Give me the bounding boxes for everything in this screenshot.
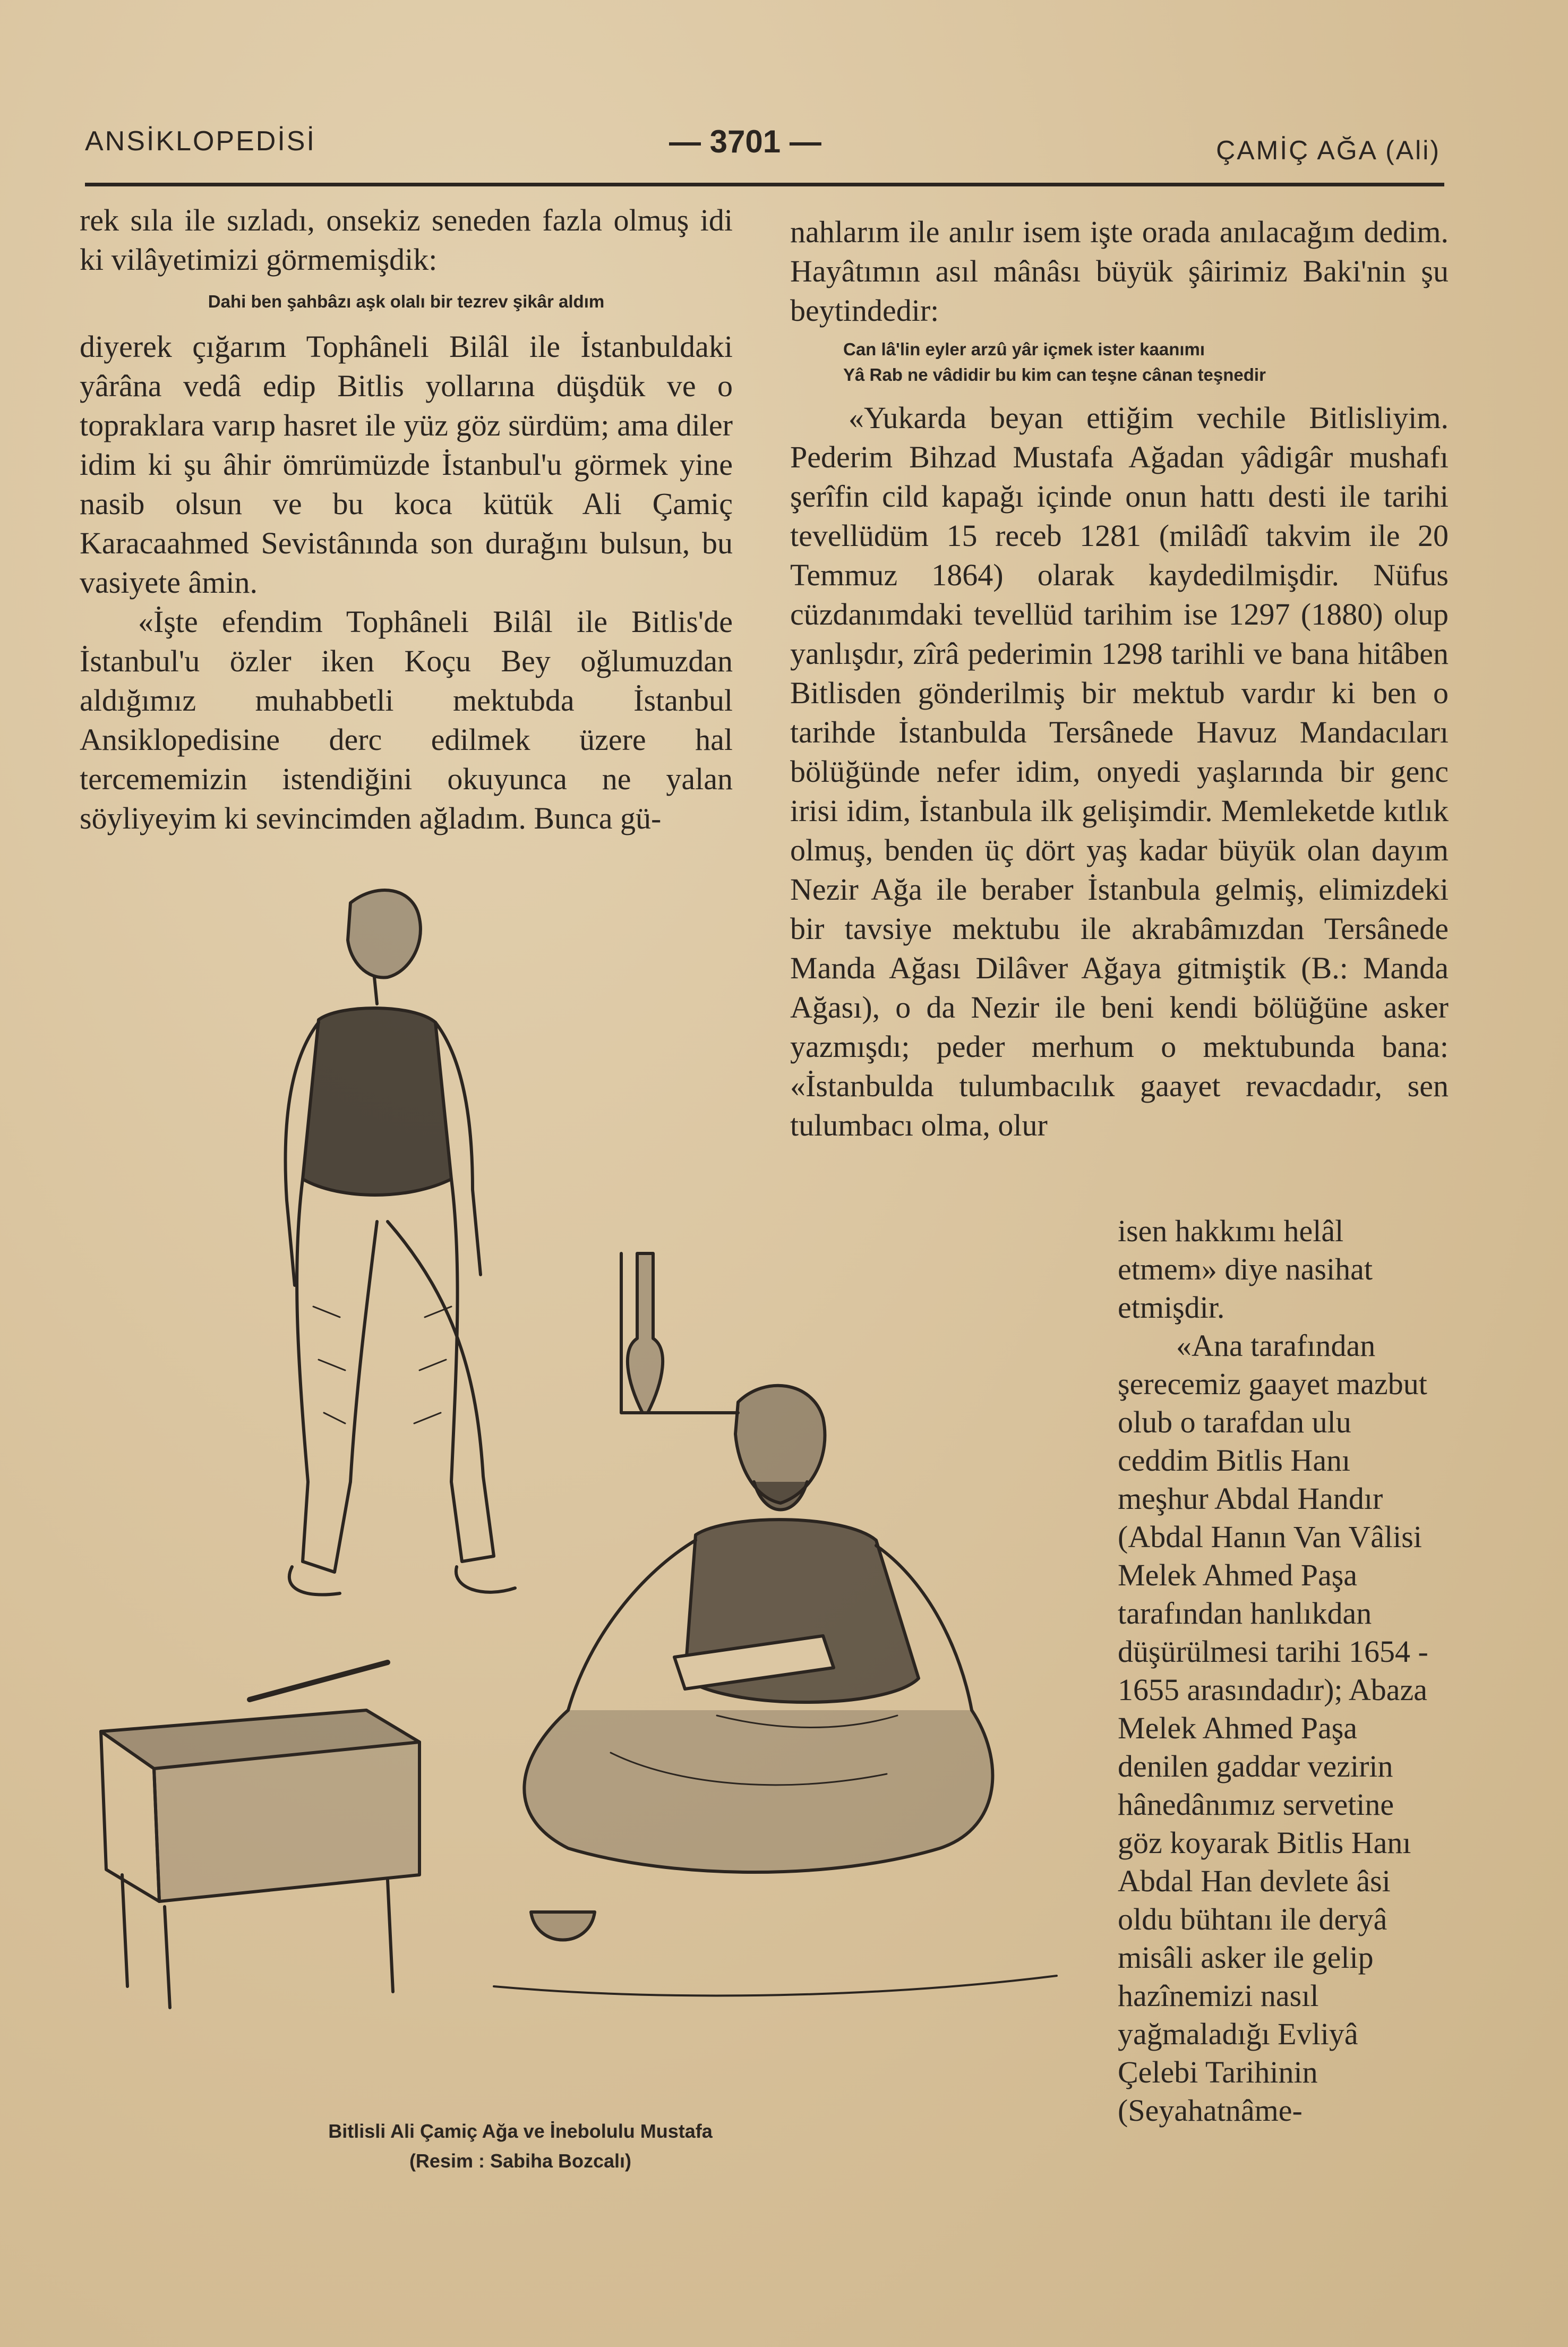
paragraph: isen hakkımı helâl etmem» diye nasihat etmişdir. (1118, 1214, 1373, 1325)
header-entry-title: ÇAMİÇ AĞA (Ali) (1216, 135, 1441, 165)
verse-line: Yâ Rab ne vâdidir bu kim can teşne cânan teşnedir (843, 365, 1266, 385)
paragraph: «Yukarda beyan ettiğim vechile Bitlisliyim. Pederim Bihzad Mustafa Ağadan yâdigâr mushafı şerîfin cild kapağı içinde onun hattı desti ile tarihi tevellüdüm 15 receb 1281 (milâdî takvim ile 20 Temmuz 1864) olarak kaydedilmişdir. Nüfus cüzdanımdaki tevellüd tarihim ise 1297 (1880) olup yanlışdır, zîrâ pederimin 1298 tarihli ve bana hitâben Bitlisden gönderilmiş bir mektub vardır ki ben o tarihde İstanbulda Tersânede Havuz Mandacıları bölüğünde nefer idim, onyedi yaşlarında bir genc irisi idim, İstanbula ilk gelişimdir. Memleketde kıtlık olmuş, benden üç dört yaş kadar büyük olan dayım Nezir Ağa ile beraber İstanbula gelmiş, elimizdeki bir tavsiye mektubu ile akrabâmızdan Tersânede Manda Ağası Dilâver Ağaya gitmiştik (B.: Manda Ağası), o da Nezir ile beni kendi bölüğüne asker yazmışdı; peder merhum o mektubunda bana: «İstanbulda tulumbacılık gaayet revacdadır, sen tulumbacı olma, olur (790, 400, 1449, 1142)
paragraph: diyerek çığarım Tophâneli Bilâl ile İstanbuldaki yârâna vedâ edip Bitlis yollarına düşdük ve o topraklara varıp hasret ile yüz göz sürdüm; ama diler idim ki şu âhir ömrümüzde İstanbul'u görmek yine nasib olsun ve bu koca kütük Ali Çamiç Karacaahmed Sevistânında son durağını bulsun, bu vasiyete âmin. (80, 329, 733, 600)
verse-line: Dahi ben şahbâzı aşk olalı bir tezrev şikâr aldım (208, 292, 605, 311)
left-column (80, 201, 733, 838)
seated-figure (524, 1386, 992, 1872)
lamp (621, 1253, 738, 1413)
narrow-column (1118, 1212, 1443, 2130)
standing-figure (286, 890, 516, 1595)
page-header (85, 116, 1441, 175)
illustration-caption (255, 2116, 786, 2176)
header-rule (85, 183, 1444, 186)
verse-line: Can lâ'lin eyler arzû yâr içmek ister kaanımı (843, 339, 1205, 359)
caption-credit: (Resim : Sabiha Bozcalı) (409, 2150, 632, 2172)
header-encyclopedia-title: ANSİKLOPEDİSİ (85, 126, 316, 157)
header-page-number: — 3701 — (669, 124, 821, 159)
paragraph: «İşte efendim Tophâneli Bilâl ile Bitlis'de İstanbul'u özler iken Koçu Bey oğlumuzdan aldığımız muhabbetli mektubda İstanbul Ansiklopedisine derc edilmek üzere hal tercememizin istendiğini okuyunca ne yalan söyliyeyim ki sevincimden ağladım. Bunca gü- (80, 604, 733, 835)
paragraph: nahlarım ile anılır isem işte orada anılacağım dedim. Hayâtımın asıl mânâsı büyük şâirimiz Baki'nin şu beytindedir: (790, 215, 1449, 328)
floor-line (494, 1976, 1057, 1995)
brazier (101, 1662, 419, 2008)
bowl (531, 1912, 595, 1940)
paragraph: «Ana tarafından şerecemiz gaayet mazbut olub o tarafdan ulu ceddim Bitlis Hanı meşhur Abdal Handır (Abdal Hanın Van Vâlisi Melek Ahmed Paşa tarafından hanlıkdan düşürülmesi tarihi 1654 - 1655 arasındadır); Abaza Melek Ahmed Paşa denilen gaddar vezirin hânedânımız servetine göz koyarak Bitlis Hanı Abdal Han devlete âsi oldu bühtanı ile deryâ misâli asker ile gelip hazînemizi nasıl yağmaladığı Evliyâ Çelebi Tarihinin (Seyahatnâme- (1118, 1328, 1428, 2128)
caption-title: Bitlisli Ali Çamiç Ağa ve İnebolulu Mustafa (328, 2120, 713, 2142)
illustration-drawing (90, 882, 1073, 2109)
verse-couplet (790, 337, 1449, 388)
paragraph: rek sıla ile sızladı, onsekiz seneden fazla olmuş idi ki vilâyetimizi görmemişdik: (80, 203, 733, 277)
illustration (90, 882, 1073, 2109)
